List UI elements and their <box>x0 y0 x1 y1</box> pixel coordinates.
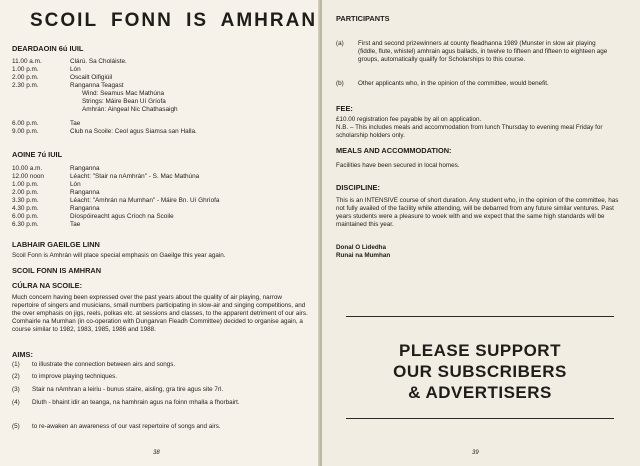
teacher-line: Amhrán: Aingeal Nic Chathasaigh <box>82 106 178 113</box>
discipline-heading: DISCIPLINE: <box>336 183 380 192</box>
aim-item: (3) Stair na nAmhran a leiriu - bunus staire, aisling, gra tire agus site 7rl. <box>12 386 224 393</box>
fee-line: £10.00 registration fee payable by all on application. <box>336 116 482 123</box>
teacher-line: Wind: Seamus Mac Mathúna <box>82 90 165 97</box>
page-title: SCOIL FONN IS AMHRAN <box>30 10 318 31</box>
right-page <box>322 0 640 466</box>
signature-name: Donal O Lidedha <box>336 244 387 251</box>
signature-org: Runai na Mumhan <box>336 252 391 259</box>
fee-note: N.B. – This includes meals and accommodation from lunch Thursday to evening meal Friday for scholarship holders only. <box>336 124 603 139</box>
participant-item: (a) First and second prizewinners at county fleadhanna 1989 (Munster in slow air playing (fiddle, flute, whistel) amhrain agus ballads, in twelve to fifteen and fifteen to eighteen age groups, automatically qualify for Scholarships to this course. <box>336 40 608 63</box>
participant-item: (b) Other applicants who, in the opinion of the committee, would benefit. <box>336 80 549 87</box>
page-number: 39 <box>472 450 479 456</box>
labhair-text: Scoil Fonn is Amhrán will place special emphasis on Gaeilge this year again. <box>12 252 226 259</box>
fee-heading: FEE: <box>336 104 353 113</box>
participants-heading: PARTICIPANTS <box>336 14 390 23</box>
support-notice: PLEASE SUPPORT OUR SUBSCRIBERS & ADVERTISERS <box>393 341 567 402</box>
aim-item: (4) Dluth - bhaint idir an teanga, na hamhrain agus na foinn mhalla a fhorbairt. <box>12 399 240 406</box>
aims-heading: AIMS: <box>12 350 33 359</box>
poster-rule-top <box>346 316 614 317</box>
labhair-heading: LABHAIR GAEILGE LINN <box>12 240 100 249</box>
meals-text: Facilities have been secured in local homes. <box>336 162 460 169</box>
teacher-line: Strings: Máire Bean Uí Gríofa <box>82 98 166 105</box>
meals-heading: MEALS AND ACCOMMODATION: <box>336 146 452 155</box>
page-number: 38 <box>153 450 160 456</box>
discipline-text: This is an INTENSIVE course of short duration. Any student who, in the opinion of the committee, has not fully availed of the facility while attending, will be debarred from any future similar ventures. Past years students were a pleasure to woek with and we expect that the same high standards will be maintained this year. <box>336 197 619 228</box>
day2-heading: AOINE 7ú IUIL <box>12 150 63 159</box>
aim-item: (1) to illustrate the connection between airs and songs. <box>12 361 176 368</box>
aim-item: (2) to improve playing techniques. <box>12 373 118 380</box>
aim-item: (5) to re-awaken an awareness of our vast repertoire of songs and airs. <box>12 423 221 430</box>
section-subtitle: SCOIL FONN IS AMHRAN <box>12 266 102 275</box>
poster-rule-bottom <box>346 418 614 419</box>
culra-heading: CÚLRA NA SCOILE: <box>12 281 83 290</box>
culra-text: Much concern having been expressed over the past years about the quality of air playing, narrow repertoire of singers and musicians, small numbers participating in slow-air and singing competitions, and the over emphasis on jigs, reels, polkas etc. at sessions and classes, to the apparent detriment of our airs. Comhairle na Mumhan (in co-operation with Dungarvan Fleadh Committee) decided to organise again, a course similar to 1982, 1983, 1985, 1986 and 1988. <box>12 294 308 333</box>
day1-heading: DEARDAOIN 6ú IUIL <box>12 44 84 53</box>
left-page: SCOIL FONN IS AMHRAN DEARDAOIN 6ú IUIL 11.00 a.m. Clárú. Sa Choláiste. 1.00 p.m. Lón 2.00 p.m. Oscailt Oifigiúil 2.30 p.m. Ranganna Teagast Wind: Seamus Mac Mathúna Strings: Máire Bean Uí Gríofa Amhrán: Aingeal Nic Chathasaigh 6.00 p.m. Tae 9.00 p.m. Club na Scoile: Ceol agus Siamsa san Halla. AOINE 7ú IUIL 10.00 a.m. Ranganna 12.00 noon Léacht: "Stair na nAmhrán" - S. Mac Mathúna 1.00 p.m. Lón 2.00 p.m. Ranganna 3.30 p.m. Léacht: "Amhrán na Mumhan" - Máire Bn. Uí Ghríofa 4.30 p.m. Ranganna 6.00 p.m. Díospóireacht agus Críoch na Scoile 6.30 p.m. Tae LABHAIR GAEILGE LINN Scoil Fonn is Amhrán will place special emphasis on Gaeilge this year again. SCOIL FONN IS AMHRAN CÚLRA NA SCOILE: Much concern having been expressed over the past years about the quality of air playing, narrow repertoire of singers and musicians, small numbers participating in slow-air and singing competitions, and the over emphasis on jigs, reels, polkas etc. at sessions and classes, to the apparent detriment of our airs. Comhairle na Mumhan (in co-operation with Dungarvan Fleadh Committee) decided to organise again, a course similar to 1982, 1983, 1985, 1986 and 1988. AIMS: (1) to illustrate the connection between airs and songs. (2) to improve playing techniques. (3) Stair na nAmhran a leiriu - bunus staire, aisling, gra tire agus site 7rl. (4) Dluth - bhaint idir an teanga, na hamhrain agus na foinn mhalla a fhorbairt. (5) to re-awaken an awareness of our vast repertoire of songs and airs. 38 <box>0 0 320 466</box>
